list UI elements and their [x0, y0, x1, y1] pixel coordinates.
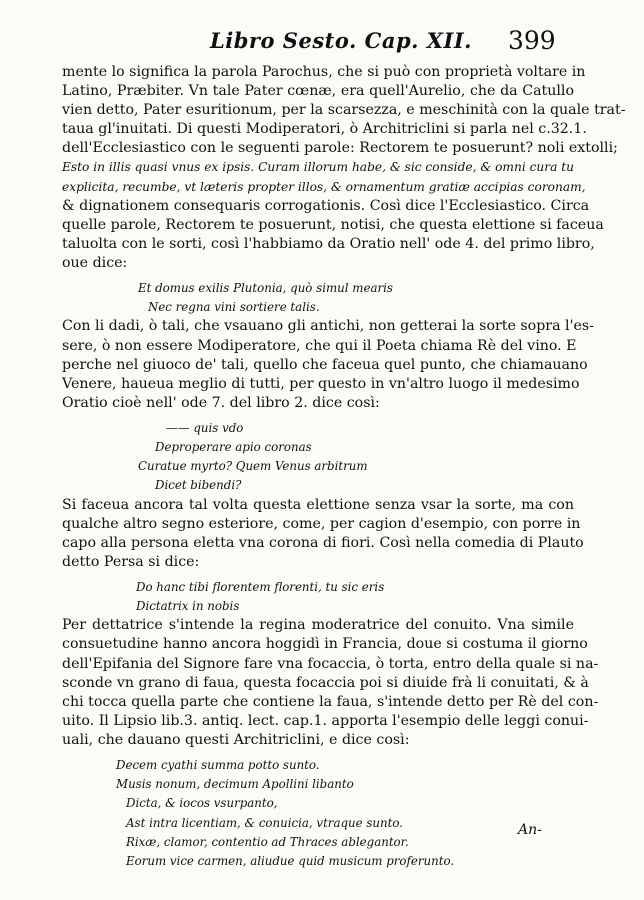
text-line: oue dice:	[62, 254, 128, 271]
verse-line: Dicta, & iocos vsurpanto,	[126, 796, 278, 811]
text-line: Con li dadi, ò tali, che vsauano gli antichi, non getterai la sorte sopra l'es-	[62, 318, 594, 335]
text-line: Latino, Præbiter. Vn tale Pater cœnæ, era quell'Aurelio, che da Catullo	[62, 83, 574, 100]
text-line: consuetudine hanno ancora hoggidì in Francia, doue si costuma il giorno	[62, 636, 588, 653]
verse-line: Deproperare apio coronas	[155, 440, 312, 455]
verse-line: Et domus exilis Plutonia, quò simul mearis	[138, 281, 393, 296]
verse-line: Eorum vice carmen, aliudue quid musicum proferunto.	[126, 853, 455, 868]
verse-line: Nec regna vini sortiere talis.	[148, 300, 320, 315]
verse-line: Do hanc tibi florentem florenti, tu sic eris	[136, 580, 385, 594]
latin-quote-line: explicita, recumbe, vt læteris propter illos, & ornamentum gratiæ accipias coronam,	[62, 179, 586, 194]
verse-line: Decem cyathi summa potto sunto.	[116, 758, 320, 773]
text-line: Venere, haueua meglio di tutti, per questo in vn'altro luogo il medesimo	[62, 375, 580, 392]
text-line: capo alla persona eletta vna corona di fiori. Così nella comedia di Plauto	[62, 534, 584, 551]
verse-quote-laws	[62, 756, 574, 871]
text-line: Si faceua ancora tal volta questa elettione senza vsar la sorte, ma con	[62, 496, 574, 513]
verse-line: Dicet bibendi?	[155, 478, 242, 493]
text-line: quelle parole, Rectorem te posuerunt, notisi, che questa elettione si faceua	[62, 216, 604, 233]
latin-quote-line: Esto in illis quasi vnus ex ipsis. Curam illorum habe, & sic conside, & omni cura tu	[62, 160, 574, 175]
text-line: uali, che dauano questi Architriclini, e dice così:	[62, 731, 410, 748]
verse-line: Ast intra licentiam, & conuicia, vtraque sunto.	[126, 815, 403, 830]
paragraph-dettatrice	[62, 616, 599, 750]
text-line: chi tocca quella parte che contiene la faua, s'intende detto per Rè del con-	[62, 693, 599, 710]
verse-line: Curatue myrto? Quem Venus arbitrum	[138, 459, 368, 474]
verse-line: —— quis vdo	[166, 420, 244, 435]
verse-quote-horace-1	[62, 279, 574, 317]
verse-line: Rixæ, clamor, contentio ad Thraces ablegantor.	[126, 834, 409, 849]
text-line: qualche altro segno esteriore, come, per cagion d'esempio, con porre in	[62, 515, 581, 532]
text-line: sere, ò non essere Modiperatore, che qui il Poeta chiama Rè del vino. E	[62, 337, 577, 354]
text-line: detto Persa si dice:	[62, 553, 200, 570]
paragraph-corona	[62, 496, 584, 572]
text-line: taua gl'inuitati. Di questi Modiperatori, ò Architriclini si parla nel c.32.1.	[62, 121, 587, 138]
text-line: vien detto, Pater esuritionum, per la scarsezza, e meschinità con la quale trat-	[62, 102, 626, 119]
text-line: taluolta con le sorti, così l'habbiamo da Oratio nell' ode 4. del primo libro,	[62, 235, 595, 252]
verse-quote-plautus	[62, 578, 574, 616]
text-line: & dignationem consequaris corrogationis. Così dice l'Ecclesiastico. Circa	[62, 197, 590, 214]
verse-line: Musis nonum, decimum Apollini libanto	[116, 777, 354, 792]
text-line: perche nel giuoco de' tali, quello che faceua quel punto, che chiamauano	[62, 356, 588, 373]
text-line: dell'Ecclesiastico con le seguenti parole: Rectorem te posuerunt? noli extolli;	[62, 140, 618, 157]
paragraph-dadi	[62, 317, 594, 412]
text-line: Per dettatrice s'intende la regina moderatrice del conuito. Vna simile	[62, 617, 574, 634]
catchword: An-	[518, 822, 542, 838]
verse-line: Dictatrix in nobis	[136, 599, 240, 614]
text-line: sconde vn grano di faua, questa focaccia poi si diuide frà li conuitati, & à	[62, 674, 589, 691]
page-body	[62, 63, 626, 871]
text-line: dell'Epifania del Signore fare vna focaccia, ò torta, entro della quale si na-	[62, 655, 599, 672]
verse-quote-horace-2	[62, 419, 574, 496]
text-line: Oratio cioè nell' ode 7. del libro 2. dice così:	[62, 394, 380, 411]
page-number: 399	[508, 26, 556, 55]
text-line: uito. Il Lipsio lib.3. antiq. lect. cap.1. apporta l'esempio delle leggi conui-	[62, 712, 589, 729]
text-line: mente lo significa la parola Parochus, che si può con proprietà voltare in	[62, 64, 586, 80]
paragraph-parochus	[62, 63, 626, 273]
running-head: Libro Sesto. Cap. XII.	[210, 28, 472, 53]
